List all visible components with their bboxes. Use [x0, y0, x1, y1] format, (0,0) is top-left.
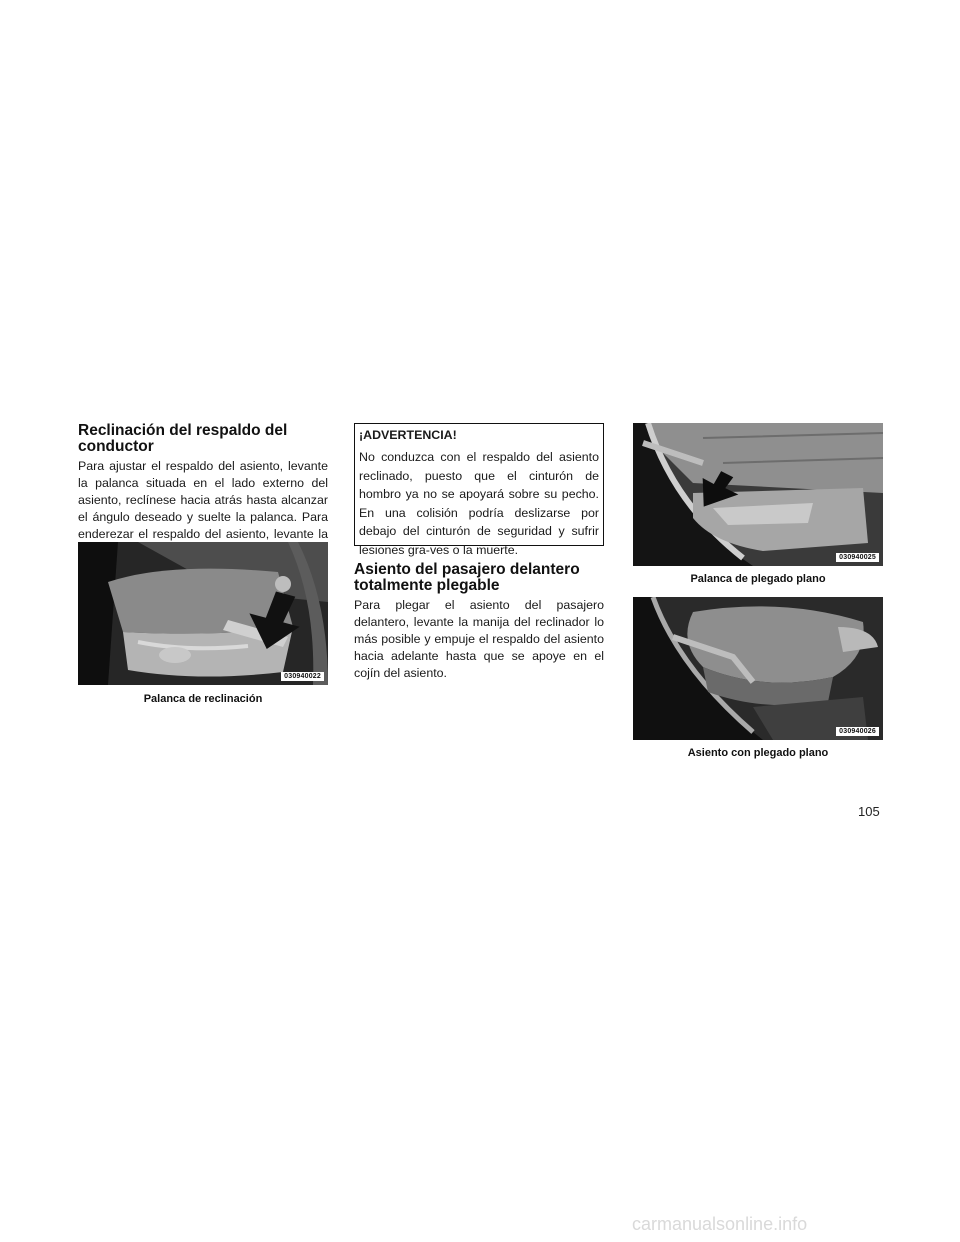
recline-lever-photo [78, 542, 328, 685]
fold-section [354, 562, 604, 682]
fold-body: Para plegar el asiento del pasajero delantero, levante la manija del reclinador lo más posible y empuje el respaldo del asiento hacia adelante hasta que se apoye en el cojín del asiento. [354, 598, 604, 680]
fold-seat-photo [633, 597, 883, 740]
recline-lever-illustration [78, 542, 328, 685]
recline-heading: Reclinación del respaldo del conductor [78, 422, 288, 455]
recline-figure-caption: Palanca de reclinación [143, 693, 263, 705]
warning-text: No conduzca con el respaldo del asiento reclinado, puesto que el cinturón de hombro ya no se apoyará sobre su pecho. En una colisión podría deslizarse por debajo del cinturón de seguridad y sufrir lesiones gra-ves o la muerte. [359, 450, 599, 557]
fold-lever-figure-code: 030940025 [836, 553, 879, 562]
recline-body: Para ajustar el respaldo del asiento, levante la palanca situada en el lado externo del asiento, reclínese hacia atrás hasta alcanzar el ángulo deseado y suelte la palanca. Para enderezar el respaldo del asiento, levante la [78, 459, 328, 541]
fold-lever-photo [633, 423, 883, 566]
watermark: carmanualsonline.info [632, 1214, 808, 1234]
fold-lever-illustration [633, 423, 883, 566]
fold-lever-figure-caption: Palanca de plegado plano [690, 573, 826, 585]
fold-seat-illustration [633, 597, 883, 740]
warning-box [354, 423, 604, 557]
warning-title: ¡ADVERTENCIA! [359, 428, 457, 442]
recline-figure-code: 030940022 [281, 672, 324, 681]
fold-heading: Asiento del pasajero delantero totalmente plegable [354, 561, 580, 594]
fold-seat-figure-code: 030940026 [836, 727, 879, 736]
fold-seat-figure-caption: Asiento con plegado plano [687, 747, 829, 759]
page-number: 105 [858, 804, 880, 819]
